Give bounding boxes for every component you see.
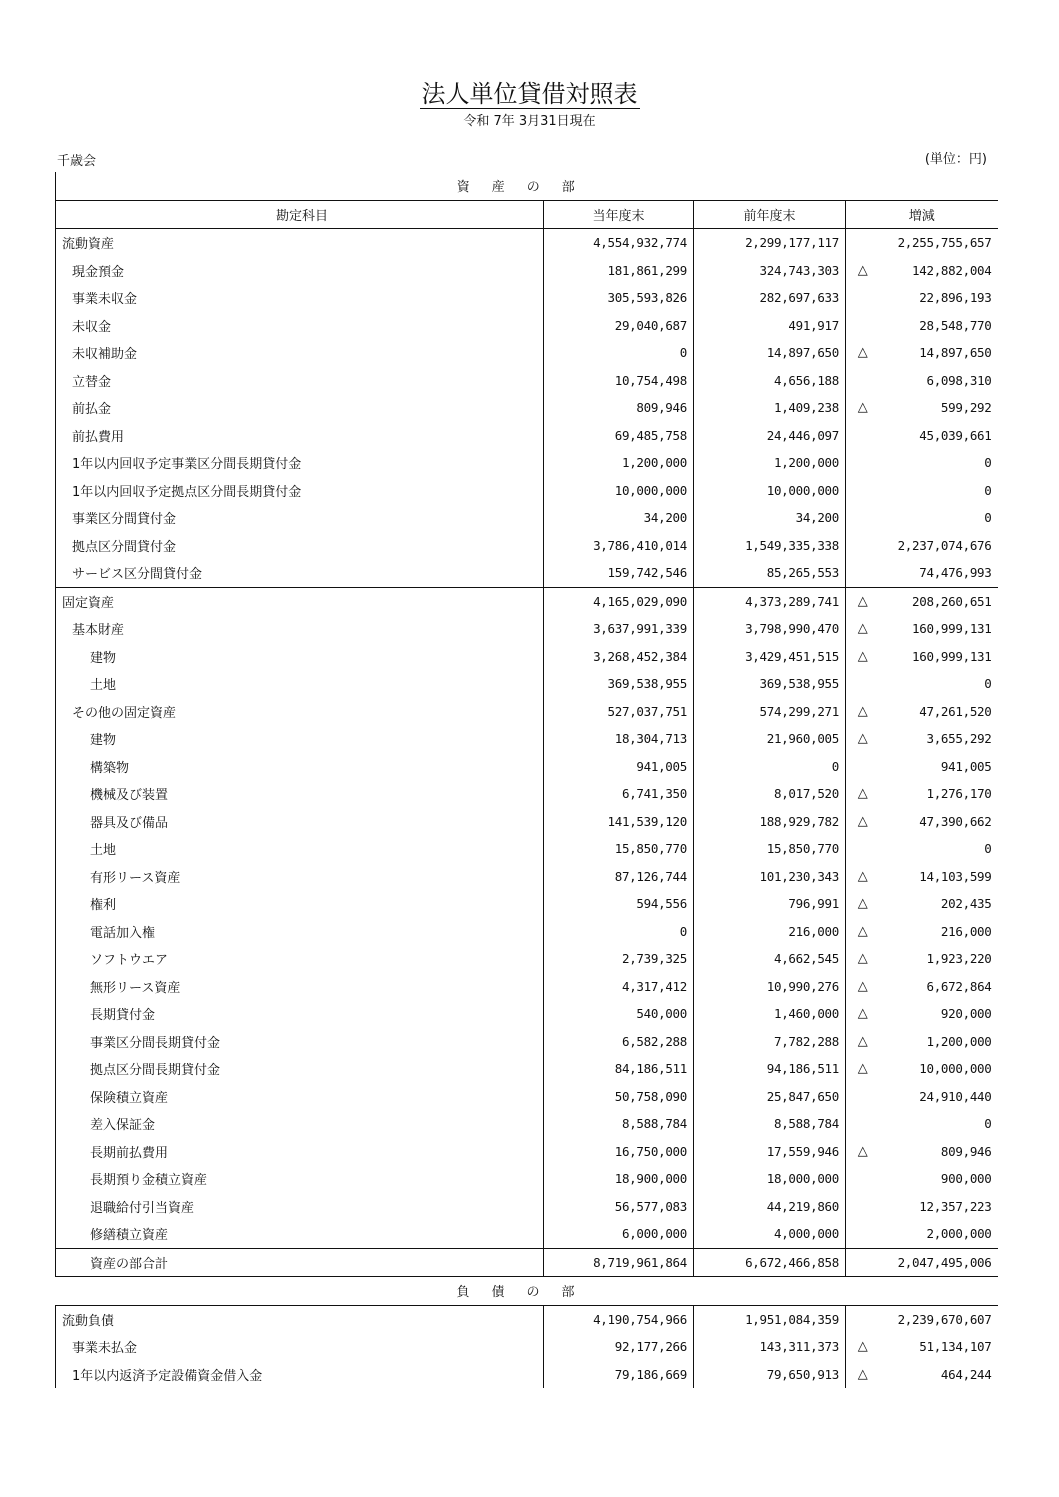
negative-mark xyxy=(846,1305,880,1333)
change-value: 0 xyxy=(984,841,992,857)
account-label: 退職給付引当資産 xyxy=(56,1193,544,1221)
previous-value: 282,697,633 xyxy=(694,284,846,312)
table-row xyxy=(56,1333,998,1361)
table-row xyxy=(56,1083,998,1111)
table-row xyxy=(56,973,998,1001)
previous-value: 10,990,276 xyxy=(694,973,846,1001)
assets-section-header xyxy=(56,172,998,200)
column-headers xyxy=(56,200,998,229)
table-row xyxy=(56,559,998,587)
current-value: 8,588,784 xyxy=(544,1110,694,1138)
previous-value: 25,847,650 xyxy=(694,1083,846,1111)
account-label: 土地 xyxy=(56,670,544,698)
change-value: 10,000,000 xyxy=(919,1061,992,1077)
current-value: 92,177,266 xyxy=(544,1333,694,1361)
account-label: 器具及び備品 xyxy=(56,808,544,836)
table-row xyxy=(56,229,998,257)
account-label: 流動負債 xyxy=(56,1305,544,1333)
current-value: 2,739,325 xyxy=(544,945,694,973)
current-value: 527,037,751 xyxy=(544,698,694,726)
balance-sheet-table xyxy=(55,172,998,1388)
table-row xyxy=(56,890,998,918)
negative-mark xyxy=(846,422,880,450)
negative-mark xyxy=(846,1248,880,1277)
previous-value: 1,200,000 xyxy=(694,449,846,477)
as-of-date: 令和 7年 3月31日現在 xyxy=(463,114,596,129)
current-value: 305,593,826 xyxy=(544,284,694,312)
negative-mark xyxy=(846,367,880,395)
current-value: 594,556 xyxy=(544,890,694,918)
account-label: 前払金 xyxy=(56,394,544,422)
current-value: 159,742,546 xyxy=(544,559,694,587)
account-label: 有形リース資産 xyxy=(56,863,544,891)
table-row xyxy=(56,339,998,367)
table-row xyxy=(56,394,998,422)
previous-value: 574,299,271 xyxy=(694,698,846,726)
previous-value: 324,743,303 xyxy=(694,257,846,285)
table-row xyxy=(56,477,998,505)
current-value: 141,539,120 xyxy=(544,808,694,836)
current-value: 84,186,511 xyxy=(544,1055,694,1083)
negative-mark: △ xyxy=(857,868,868,884)
table-row xyxy=(56,367,998,395)
current-value: 1,200,000 xyxy=(544,449,694,477)
previous-value: 143,311,373 xyxy=(694,1333,846,1361)
account-label: ソフトウエア xyxy=(56,945,544,973)
negative-mark: △ xyxy=(857,896,868,912)
account-label: 長期貸付金 xyxy=(56,1000,544,1028)
account-label: 現金預金 xyxy=(56,257,544,285)
previous-value: 0 xyxy=(694,753,846,781)
previous-value: 17,559,946 xyxy=(694,1138,846,1166)
negative-mark xyxy=(846,312,880,340)
header-account: 勘定科目 xyxy=(56,200,544,229)
previous-value: 796,991 xyxy=(694,890,846,918)
table-row xyxy=(56,670,998,698)
current-value: 8,719,961,864 xyxy=(544,1248,694,1277)
previous-value: 44,219,860 xyxy=(694,1193,846,1221)
change-value: 208,260,651 xyxy=(880,587,998,615)
section-title: 資産の部 xyxy=(56,172,998,200)
change-value: 202,435 xyxy=(940,896,992,912)
current-value: 941,005 xyxy=(544,753,694,781)
table-row xyxy=(56,1110,998,1138)
account-label: 修繕積立資産 xyxy=(56,1220,544,1248)
change-value: 0 xyxy=(984,676,992,692)
table-row xyxy=(56,257,998,285)
table-row xyxy=(56,1165,998,1193)
change-value: 47,390,662 xyxy=(919,813,992,829)
table-row xyxy=(56,1220,998,1248)
previous-value: 24,446,097 xyxy=(694,422,846,450)
account-label: 1年以内返済予定設備資金借入金 xyxy=(56,1361,544,1389)
negative-mark xyxy=(846,504,880,532)
account-label: 立替金 xyxy=(56,367,544,395)
current-value: 4,190,754,966 xyxy=(544,1305,694,1333)
negative-mark xyxy=(846,1165,880,1193)
previous-value: 3,798,990,470 xyxy=(694,615,846,643)
change-value: 47,261,520 xyxy=(919,703,992,719)
change-value: 24,910,440 xyxy=(919,1088,992,1104)
current-value: 540,000 xyxy=(544,1000,694,1028)
current-value: 6,741,350 xyxy=(544,780,694,808)
account-label: サービス区分間貸付金 xyxy=(56,559,544,587)
negative-mark: △ xyxy=(857,813,868,829)
account-label: 建物 xyxy=(56,725,544,753)
account-label: 構築物 xyxy=(56,753,544,781)
account-label: 資産の部合計 xyxy=(56,1248,544,1277)
account-label: 電話加入権 xyxy=(56,918,544,946)
account-label: 事業区分間貸付金 xyxy=(56,504,544,532)
negative-mark: △ xyxy=(857,1143,868,1159)
negative-mark: △ xyxy=(857,1006,868,1022)
change-value: 2,000,000 xyxy=(926,1226,992,1242)
negative-mark: △ xyxy=(857,703,868,719)
account-label: 長期預り金積立資産 xyxy=(56,1165,544,1193)
current-value: 181,861,299 xyxy=(544,257,694,285)
current-value: 6,582,288 xyxy=(544,1028,694,1056)
account-label: 建物 xyxy=(56,643,544,671)
account-label: 事業区分間長期貸付金 xyxy=(56,1028,544,1056)
change-value: 0 xyxy=(984,1116,992,1132)
negative-mark xyxy=(846,532,880,560)
account-label: 拠点区分間貸付金 xyxy=(56,532,544,560)
current-value: 6,000,000 xyxy=(544,1220,694,1248)
table-row xyxy=(56,504,998,532)
negative-mark: △ xyxy=(857,648,868,664)
table-row xyxy=(56,1193,998,1221)
previous-value: 369,538,955 xyxy=(694,670,846,698)
current-value: 10,000,000 xyxy=(544,477,694,505)
current-value: 0 xyxy=(544,918,694,946)
previous-value: 8,017,520 xyxy=(694,780,846,808)
previous-value: 10,000,000 xyxy=(694,477,846,505)
current-value: 18,900,000 xyxy=(544,1165,694,1193)
table-row xyxy=(56,753,998,781)
negative-mark: △ xyxy=(857,1366,868,1382)
unit-label: (単位：円) xyxy=(924,152,987,167)
previous-value: 34,200 xyxy=(694,504,846,532)
negative-mark: △ xyxy=(857,1033,868,1049)
change-value: 1,923,220 xyxy=(926,951,992,967)
current-value: 16,750,000 xyxy=(544,1138,694,1166)
current-value: 3,268,452,384 xyxy=(544,643,694,671)
change-value: 1,200,000 xyxy=(926,1033,992,1049)
table-row xyxy=(56,808,998,836)
previous-value: 21,960,005 xyxy=(694,725,846,753)
account-label: 土地 xyxy=(56,835,544,863)
table-row xyxy=(56,1055,998,1083)
negative-mark xyxy=(846,449,880,477)
change-value: 2,237,074,676 xyxy=(897,537,992,553)
account-label: 事業未払金 xyxy=(56,1333,544,1361)
negative-mark xyxy=(846,670,880,698)
change-value: 900,000 xyxy=(940,1171,992,1187)
table-row xyxy=(56,532,998,560)
account-label: その他の固定資産 xyxy=(56,698,544,726)
change-value: 6,672,864 xyxy=(926,978,992,994)
change-value: 941,005 xyxy=(940,758,992,774)
section-title: 負債の部 xyxy=(56,1277,998,1306)
current-value: 10,754,498 xyxy=(544,367,694,395)
account-label: 固定資産 xyxy=(56,587,544,615)
previous-value: 14,897,650 xyxy=(694,339,846,367)
change-value: 0 xyxy=(984,482,992,498)
table-row xyxy=(56,1305,998,1333)
previous-value: 1,409,238 xyxy=(694,394,846,422)
current-value: 369,538,955 xyxy=(544,670,694,698)
header-change: 増減 xyxy=(846,200,998,229)
current-value: 4,317,412 xyxy=(544,973,694,1001)
header-previous: 前年度末 xyxy=(694,200,846,229)
table-row xyxy=(56,918,998,946)
previous-value: 4,662,545 xyxy=(694,945,846,973)
change-value: 920,000 xyxy=(940,1006,992,1022)
table-row xyxy=(56,863,998,891)
change-value: 160,999,131 xyxy=(912,648,992,664)
previous-value: 1,460,000 xyxy=(694,1000,846,1028)
change-value: 0 xyxy=(984,510,992,526)
negative-mark xyxy=(846,559,880,587)
account-label: 機械及び装置 xyxy=(56,780,544,808)
previous-value: 94,186,511 xyxy=(694,1055,846,1083)
negative-mark xyxy=(846,1193,880,1221)
previous-value: 216,000 xyxy=(694,918,846,946)
negative-mark: △ xyxy=(857,262,868,278)
table-row xyxy=(56,284,998,312)
table-row xyxy=(56,312,998,340)
previous-value: 101,230,343 xyxy=(694,863,846,891)
current-value: 809,946 xyxy=(544,394,694,422)
negative-mark xyxy=(846,753,880,781)
negative-mark: △ xyxy=(857,345,868,361)
table-row xyxy=(56,1000,998,1028)
negative-mark xyxy=(846,1220,880,1248)
previous-value: 7,782,288 xyxy=(694,1028,846,1056)
table-row xyxy=(56,587,998,615)
negative-mark xyxy=(846,835,880,863)
previous-value: 3,429,451,515 xyxy=(694,643,846,671)
change-value: 2,047,495,006 xyxy=(880,1248,998,1277)
table-row xyxy=(56,1138,998,1166)
negative-mark: △ xyxy=(857,786,868,802)
table-row xyxy=(56,1248,998,1277)
current-value: 29,040,687 xyxy=(544,312,694,340)
change-value: 464,244 xyxy=(940,1366,992,1382)
account-label: 前払費用 xyxy=(56,422,544,450)
current-value: 3,637,991,339 xyxy=(544,615,694,643)
change-value: 45,039,661 xyxy=(919,427,992,443)
previous-value: 1,951,084,359 xyxy=(694,1305,846,1333)
negative-mark xyxy=(846,1083,880,1111)
change-value: 6,098,310 xyxy=(926,372,992,388)
negative-mark: △ xyxy=(857,951,868,967)
previous-value: 15,850,770 xyxy=(694,835,846,863)
account-label: 未収補助金 xyxy=(56,339,544,367)
table-row xyxy=(56,698,998,726)
previous-value: 85,265,553 xyxy=(694,559,846,587)
current-value: 69,485,758 xyxy=(544,422,694,450)
previous-value: 8,588,784 xyxy=(694,1110,846,1138)
account-label: 差入保証金 xyxy=(56,1110,544,1138)
change-value: 14,103,599 xyxy=(919,868,992,884)
previous-value: 4,656,188 xyxy=(694,367,846,395)
previous-value: 1,549,335,338 xyxy=(694,532,846,560)
negative-mark: △ xyxy=(857,731,868,747)
current-value: 34,200 xyxy=(544,504,694,532)
change-value: 3,655,292 xyxy=(926,731,992,747)
account-label: 事業未収金 xyxy=(56,284,544,312)
current-value: 56,577,083 xyxy=(544,1193,694,1221)
change-value: 2,239,670,607 xyxy=(880,1305,998,1333)
current-value: 3,786,410,014 xyxy=(544,532,694,560)
negative-mark: △ xyxy=(857,1061,868,1077)
change-value: 0 xyxy=(984,455,992,471)
change-value: 809,946 xyxy=(940,1143,992,1159)
account-label: 1年以内回収予定事業区分間長期貸付金 xyxy=(56,449,544,477)
negative-mark: △ xyxy=(846,587,880,615)
table-row xyxy=(56,835,998,863)
change-value: 28,548,770 xyxy=(919,317,992,333)
previous-value: 2,299,177,117 xyxy=(694,229,846,257)
account-label: 権利 xyxy=(56,890,544,918)
current-value: 87,126,744 xyxy=(544,863,694,891)
previous-value: 491,917 xyxy=(694,312,846,340)
change-value: 74,476,993 xyxy=(919,565,992,581)
negative-mark: △ xyxy=(857,978,868,994)
previous-value: 4,000,000 xyxy=(694,1220,846,1248)
account-label: 未収金 xyxy=(56,312,544,340)
negative-mark: △ xyxy=(857,400,868,416)
negative-mark: △ xyxy=(857,621,868,637)
table-row xyxy=(56,1028,998,1056)
negative-mark xyxy=(846,477,880,505)
change-value: 2,255,755,657 xyxy=(880,229,998,257)
current-value: 4,554,932,774 xyxy=(544,229,694,257)
table-row xyxy=(56,615,998,643)
current-value: 79,186,669 xyxy=(544,1361,694,1389)
negative-mark: △ xyxy=(857,1339,868,1355)
negative-mark: △ xyxy=(857,923,868,939)
change-value: 160,999,131 xyxy=(912,621,992,637)
account-label: 保険積立資産 xyxy=(56,1083,544,1111)
header-current: 当年度末 xyxy=(544,200,694,229)
current-value: 50,758,090 xyxy=(544,1083,694,1111)
table-row xyxy=(56,945,998,973)
previous-value: 79,650,913 xyxy=(694,1361,846,1389)
negative-mark xyxy=(846,284,880,312)
change-value: 14,897,650 xyxy=(919,345,992,361)
negative-mark xyxy=(846,229,880,257)
account-label: 長期前払費用 xyxy=(56,1138,544,1166)
previous-value: 18,000,000 xyxy=(694,1165,846,1193)
change-value: 12,357,223 xyxy=(919,1198,992,1214)
table-row xyxy=(56,449,998,477)
previous-value: 188,929,782 xyxy=(694,808,846,836)
organization-name: 千歳会 xyxy=(57,154,97,169)
document-title: 法人単位貸借対照表 xyxy=(421,80,638,108)
negative-mark xyxy=(846,1110,880,1138)
current-value: 4,165,029,090 xyxy=(544,587,694,615)
account-label: 流動資産 xyxy=(56,229,544,257)
change-value: 216,000 xyxy=(940,923,992,939)
current-value: 0 xyxy=(544,339,694,367)
change-value: 22,896,193 xyxy=(919,290,992,306)
account-label: 1年以内回収予定拠点区分間長期貸付金 xyxy=(56,477,544,505)
account-label: 無形リース資産 xyxy=(56,973,544,1001)
current-value: 18,304,713 xyxy=(544,725,694,753)
table-row xyxy=(56,1361,998,1389)
table-row xyxy=(56,422,998,450)
current-value: 15,850,770 xyxy=(544,835,694,863)
table-row xyxy=(56,725,998,753)
change-value: 142,882,004 xyxy=(912,262,992,278)
liabilities-section-header xyxy=(56,1277,998,1306)
change-value: 1,276,170 xyxy=(926,786,992,802)
previous-value: 4,373,289,741 xyxy=(694,587,846,615)
previous-value: 6,672,466,858 xyxy=(694,1248,846,1277)
account-label: 拠点区分間長期貸付金 xyxy=(56,1055,544,1083)
table-row xyxy=(56,780,998,808)
change-value: 599,292 xyxy=(940,400,992,416)
change-value: 51,134,107 xyxy=(919,1339,992,1355)
account-label: 基本財産 xyxy=(56,615,544,643)
table-row xyxy=(56,643,998,671)
